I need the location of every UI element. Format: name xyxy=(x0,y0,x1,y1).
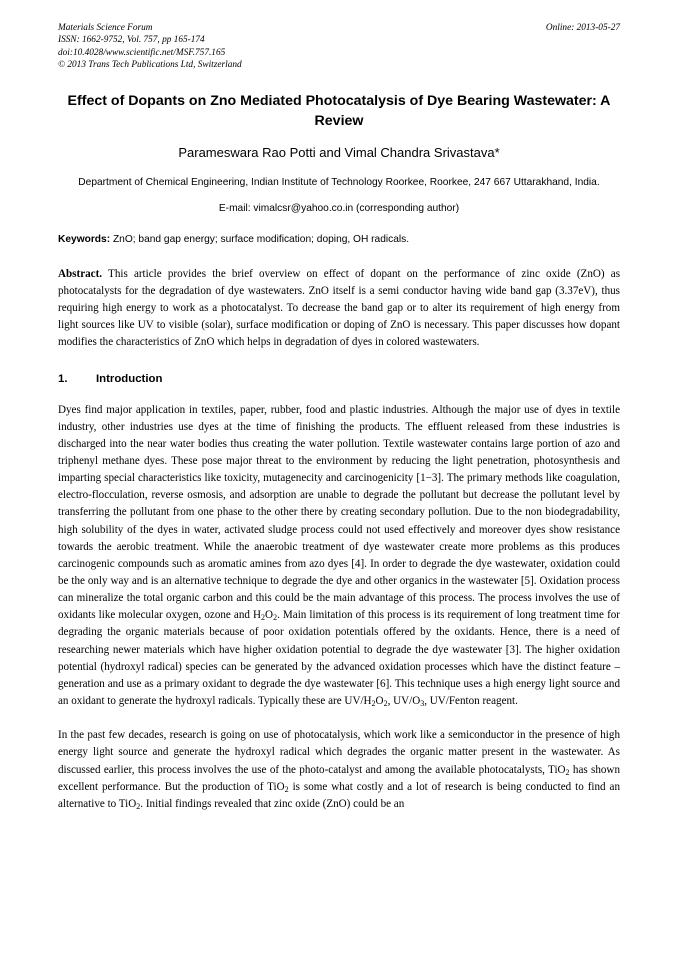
section-heading-introduction xyxy=(58,373,620,385)
paragraph-2: In the past few decades, research is going on use of photocatalysis, which work like a semiconductor in the presence of high energy light source and generate the hydroxyl radical which degrades the organic matter present in the wastewater. As discussed earlier, this process involves the use of the photo-catalyst and among the available photocatalysts, TiO$_2$ has shown excellent performance. But the production of TiO$_2$ is some what costly and a lot of research is being conducted to find an alternative to TiO$_2$. Initial findings revealed that zinc oxide (ZnO) could be an xyxy=(58,729,620,812)
abstract-block xyxy=(58,266,620,350)
journal-name: Materials Science Forum xyxy=(58,23,153,33)
journal-issn-volume: ISSN: 1662-9752, Vol. 757, pp 165-174 xyxy=(58,35,205,46)
journal-copyright: © 2013 Trans Tech Publications Ltd, Switzerland xyxy=(58,59,242,70)
journal-doi: doi:10.4028/www.scientific.net/MSF.757.165 xyxy=(58,47,226,58)
corresponding-email: E-mail: vimalcsr@yahoo.co.in (corresponding author) xyxy=(218,203,460,215)
paragraph-1: Dyes find major application in textiles, paper, rubber, food and plastic industries. Although the major use of dyes in textile industry, other industries use dyes at the time of finishing the products. The effluent released from these industries is discharged into the near water bodies thus creating the water pollution. Textile wastewater contains large portion of azo and triphenyl methane dyes. These pose major threat to the environment by reducing the light penetration, photosynthesis and imparting special characteristics like toxicity, mutagenecity and carcinogenicity [1−3]. The primary methods like coagulation, electro-flocculation, reverse osmosis, and adsorption are unable to degrade the pollutant but decrease the pollutant level by transferring the pollutant from one phase to the other there by creating secondary pollution. Due to the non biodegradability, high solubility of the dyes in water, activated sludge process could not used effectively and moreover dyes show resistance towards the aerobic treatment. While the anaerobic treatment of dye wastewater create more problems as this produces carcinogenic compounds such as aromatic amines from azo dyes [4]. In order to degrade the dye wastewater, oxidation could be the only way and is an alternative technique to degrade the dye and other organics in the wastewater [5]. Oxidation process can mineralize the total organic carbon and this could be the main advantage of this process. The process involves the use of oxidants like molecular oxygen, ozone and $H_2O_2$. Main limitation of this process is its requirement of long treatment time for degrading the organic materials because of poor oxidation potentials offered by the oxidants. Hence, there is a need of researching newer materials which have higher oxidation potential to degrade the dye wastewater [3]. The higher oxidation potential (hydroxyl radical) species can be generated by the advanced oxidation processes which have the distinct feature – generation and use as a primary oxidant to degrade the dye wastewater [6]. This technique uses a high energy light source and an oxidant to generate the hydroxyl radicals. Typically these are $UV/H_2O_2$, $UV/O_3$, UV/Fenton reagent. xyxy=(58,403,620,708)
abstract-label: Abstract. xyxy=(58,268,103,281)
abstract-text: This article provides the brief overview on effect of dopant on the performance of zinc oxide (ZnO) as photocatalysts for the degradation of dye wastewaters. ZnO itself is a semi conductor having wide band gap (3.37eV), thus requiring high energy to work as a photocatalyst. To decrease the band gap or to alter its requirement of high energy from light sources like UV to visible (solar), surface modification or doping of ZnO is necessary. This paper discusses how dopant modifies the characteristics of ZnO which helps in degradation of dyes in colored wastewaters. xyxy=(58,268,621,348)
journal-info xyxy=(58,22,242,71)
online-date-text: Online: 2013-05-27 xyxy=(545,23,620,33)
affiliation: Department of Chemical Engineering, Indian Institute of Technology Roorkee, Roorkee, 247 667 Uttarakhand, India. xyxy=(78,176,600,188)
online-date xyxy=(546,22,620,34)
section-title: Introduction xyxy=(96,372,163,385)
keywords-text: ZnO; band gap energy; surface modification; doping, OH radicals. xyxy=(112,234,410,246)
keywords-label: Keywords: xyxy=(58,234,111,246)
author-list: Parameswara Rao Potti and Vimal Chandra Srivastava* xyxy=(178,145,500,161)
page-header xyxy=(58,22,620,71)
section-number: 1. xyxy=(58,372,68,385)
keywords-line xyxy=(58,234,620,245)
page-title: Effect of Dopants on Zno Mediated Photocatalysis of Dye Bearing Wastewater: A Review xyxy=(67,93,611,130)
